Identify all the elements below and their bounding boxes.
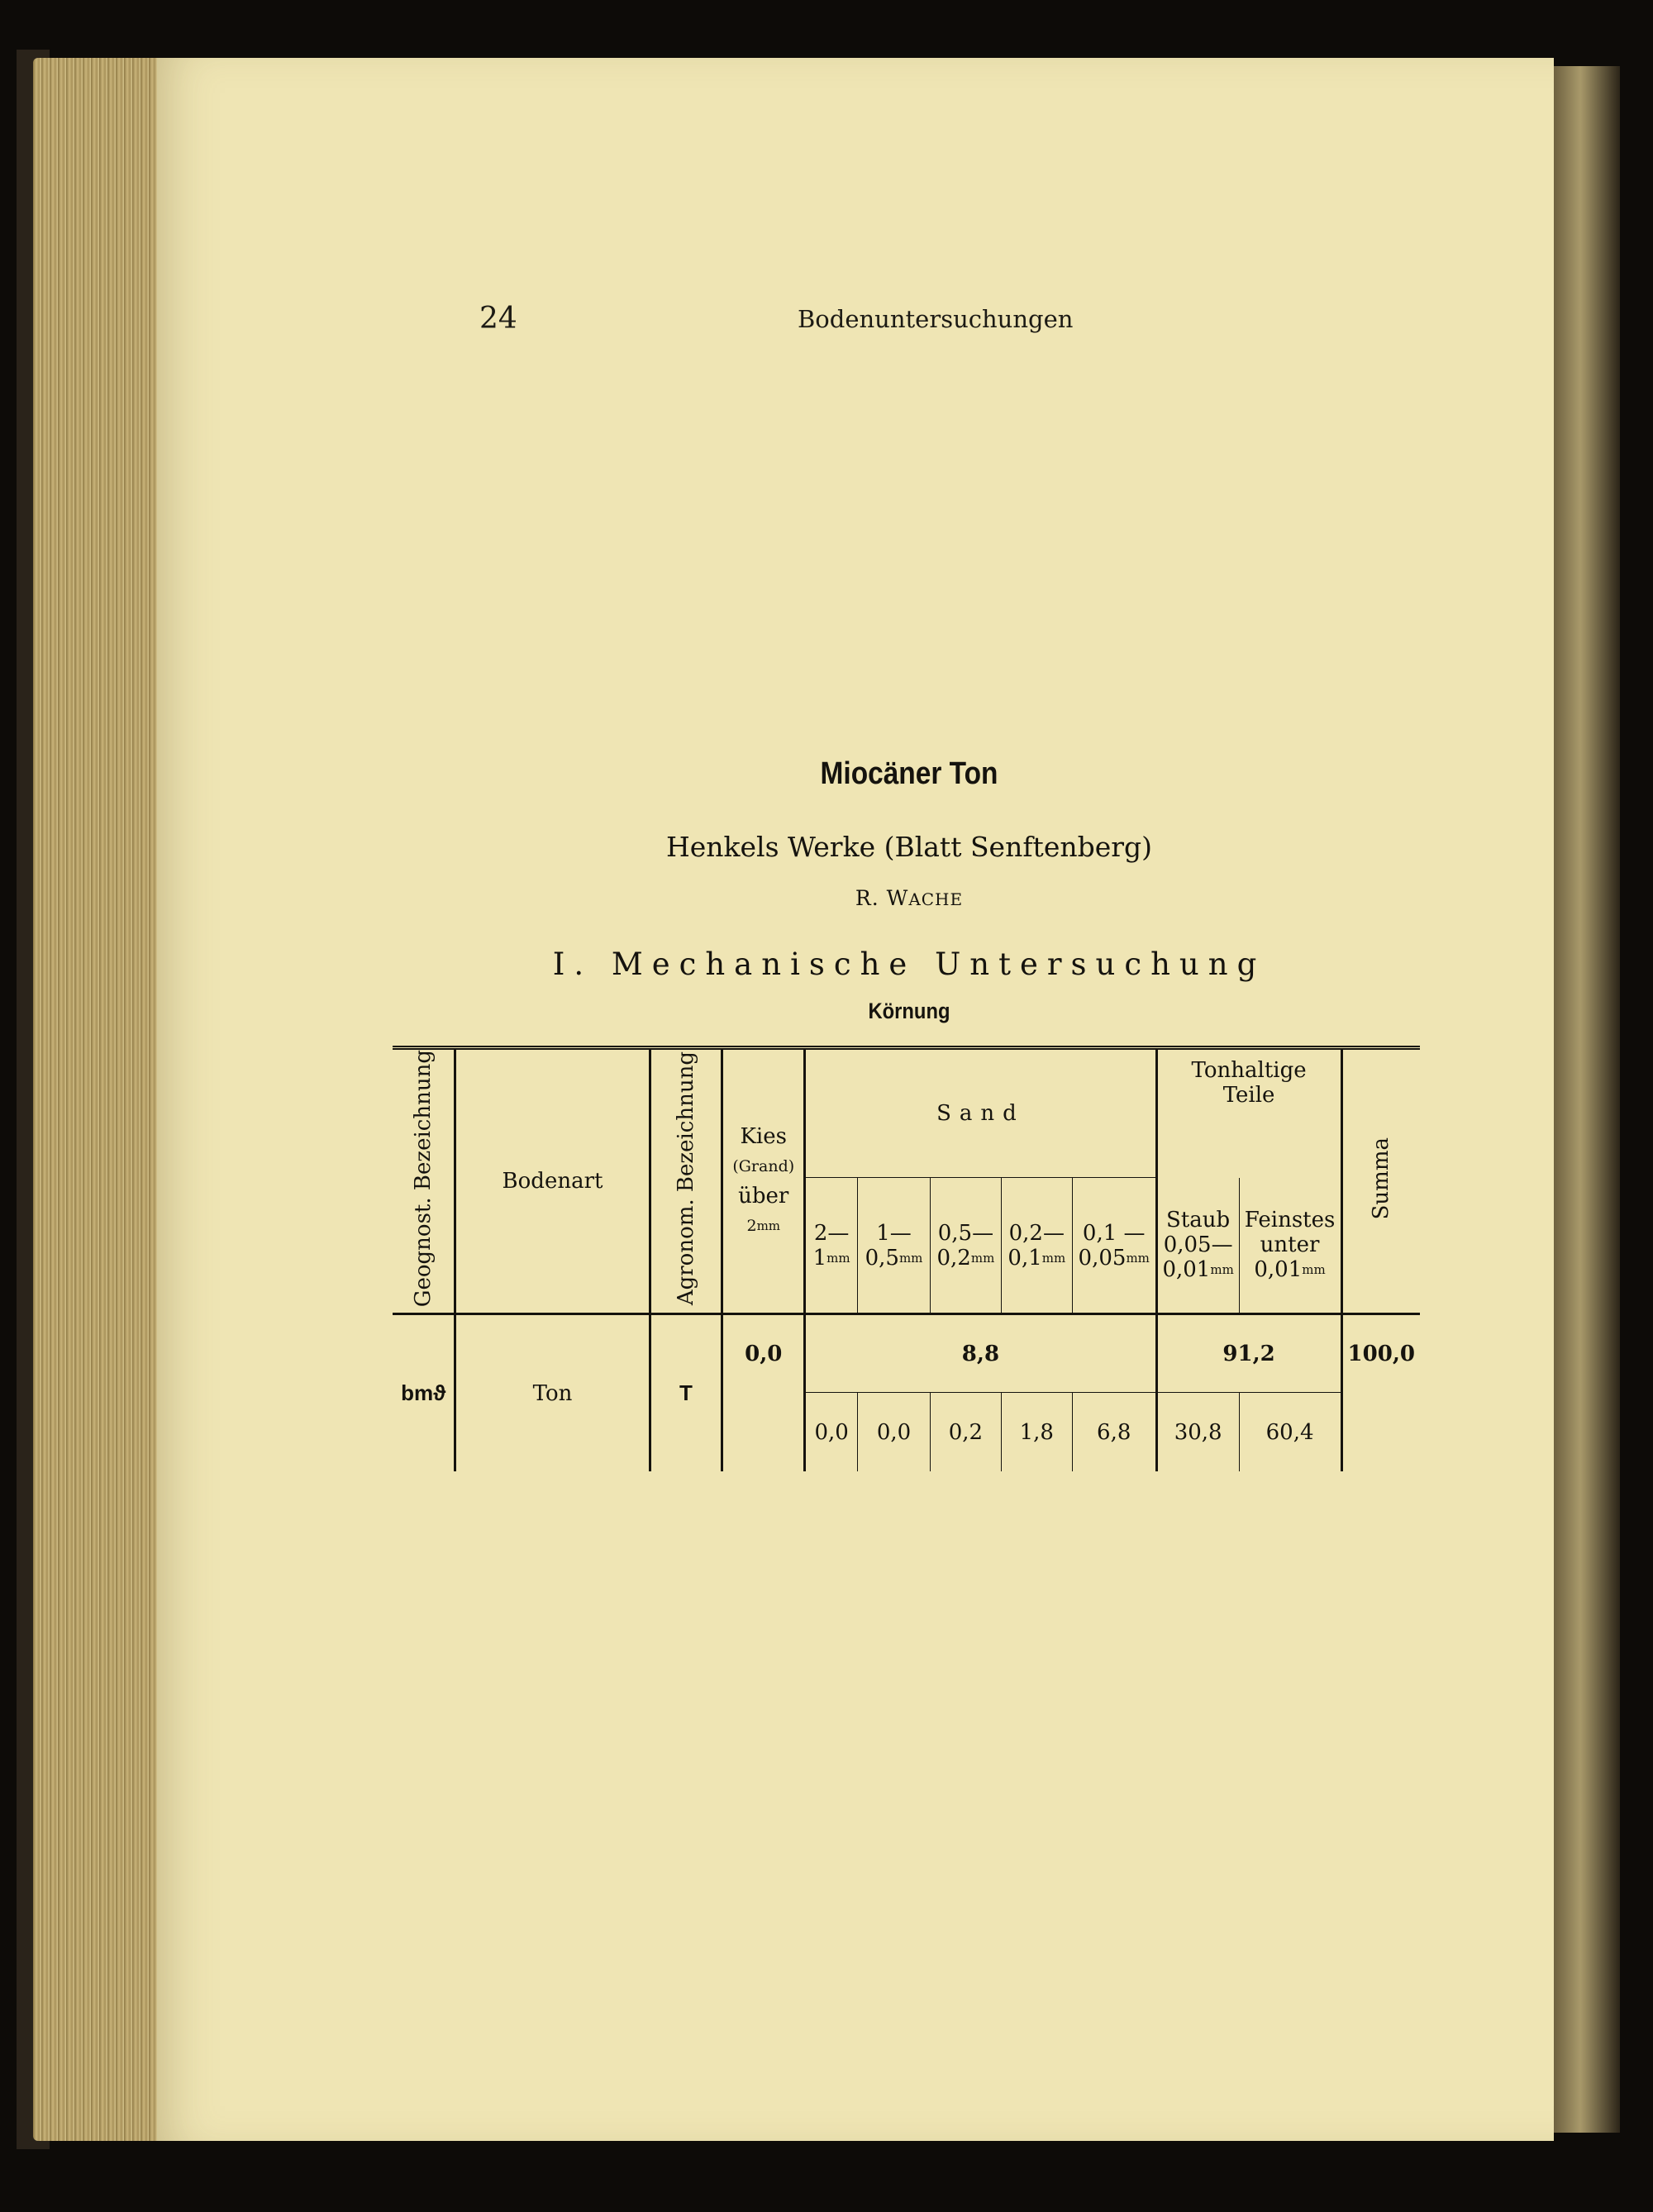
row-kies: 0,0 (722, 1314, 805, 1393)
header-agronom (650, 1048, 722, 1314)
header-feinstes: Feinstes unter $0,01^{mm}$ (1239, 1178, 1341, 1314)
main-title: Miocäner Ton (820, 756, 998, 791)
header-summa (1341, 1048, 1420, 1314)
row-sand-value-5: 6,8 (1072, 1393, 1156, 1471)
row-agronom: T (650, 1314, 722, 1471)
header-tonhaltige: Tonhaltige Teile (1156, 1048, 1341, 1178)
header-sand-col-2: 1— $0,5^{mm}$ (858, 1178, 931, 1314)
page-stack-edge (33, 58, 165, 2141)
section-heading: I. Mechanische Untersuchung (552, 946, 1266, 982)
header-bodenart: Bodenart (455, 1048, 650, 1314)
row-sand-value-1: 0,0 (805, 1393, 858, 1471)
header-geognost-label: Geognost. Bezeichnung (411, 1050, 436, 1308)
row-kies-empty (722, 1393, 805, 1471)
row-summa-empty (1341, 1393, 1420, 1471)
row-summa: 100,0 (1341, 1314, 1420, 1393)
book-gutter-right (1554, 66, 1620, 2133)
kies-size: $2^{mm}$ (746, 1217, 781, 1236)
header-sand-col-3: 0,5— $0,2^{mm}$ (930, 1178, 1001, 1314)
running-title: Bodenuntersuchungen (798, 305, 1074, 333)
grain-size-table (393, 1046, 1420, 1471)
kies-ueber: über (738, 1184, 789, 1209)
row-sand-total: 8,8 (805, 1314, 1157, 1393)
header-sand-col-5: 0,1 — $0,05^{mm}$ (1072, 1178, 1156, 1314)
header-geognost (393, 1048, 455, 1314)
header-sand: Sand (805, 1048, 1157, 1178)
row-feinstes: 60,4 (1239, 1393, 1341, 1471)
row-staub: 30,8 (1156, 1393, 1239, 1471)
page-header (479, 302, 1074, 343)
row-sand-value-4: 1,8 (1001, 1393, 1072, 1471)
row-sand-value-3: 0,2 (930, 1393, 1001, 1471)
kies-grand: (Grand) (732, 1157, 795, 1176)
header-kies (722, 1048, 805, 1314)
header-summa-label: Summa (1369, 1137, 1394, 1220)
subtitle: Henkels Werke (Blatt Senftenberg) (665, 831, 1153, 863)
header-sand-col-4: 0,2— $0,1^{mm}$ (1001, 1178, 1072, 1314)
subsection-heading: Körnung (868, 999, 950, 1023)
row-sand-value-2: 0,0 (858, 1393, 931, 1471)
row-geognost: bmϑ (401, 1380, 446, 1406)
author-initial: R. W (855, 886, 909, 910)
header-agronom-label: Agronom. Bezeichnung (673, 1051, 698, 1306)
author (339, 886, 1479, 910)
header-sand-col-1: 2— $1^{mm}$ (805, 1178, 858, 1314)
header-staub: Staub 0,05— $0,01^{mm}$ (1156, 1178, 1239, 1314)
row-ton-total: 91,2 (1156, 1314, 1341, 1393)
author-name-rest: ACHE (908, 889, 964, 909)
page-number: 24 (479, 302, 517, 336)
kies-label: Kies (740, 1124, 787, 1150)
row-bodenart: Ton (455, 1314, 650, 1471)
